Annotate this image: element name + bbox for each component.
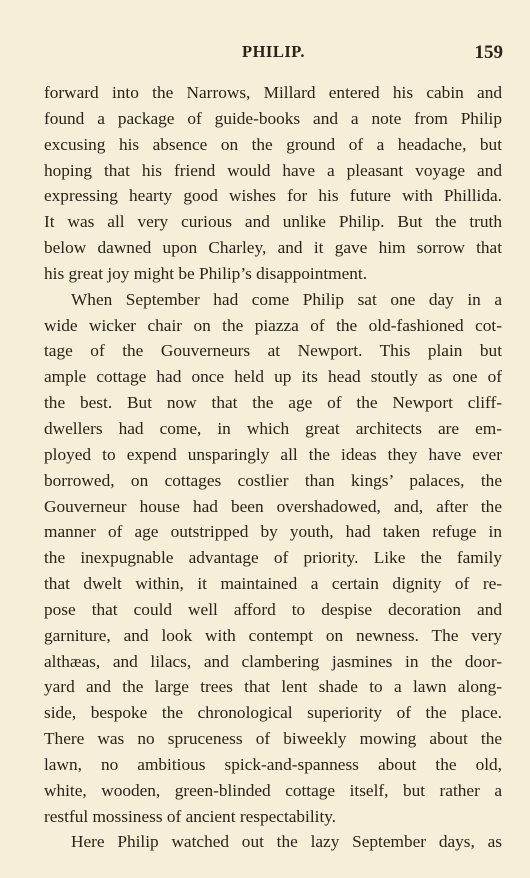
- text-line: When September had come Philip sat one day in a: [71, 289, 502, 309]
- page-number: 159: [474, 42, 503, 63]
- text-line: lawn, no ambitious spick-and-spanness about the old,: [44, 754, 502, 774]
- text-line: pose that could well afford to despise decoration and: [44, 599, 502, 619]
- text-line: ample cottage had once held up its head stoutly as one of: [44, 367, 502, 387]
- text-line: ployed to expend unsparingly all the ideas they have ever: [44, 444, 502, 464]
- text-line: There was no spruceness of biweekly mowing about the: [44, 729, 502, 749]
- text-line: found a package of guide-books and a note from Philip: [44, 108, 502, 128]
- text-line: borrowed, on cottages costlier than kings’ palaces, the: [44, 470, 502, 490]
- text-line: It was all very curious and unlike Philip. But the truth: [44, 212, 502, 232]
- text-line: white, wooden, green-blinded cottage itself, but rather a: [44, 780, 502, 800]
- text-line: yard and the large trees that lent shade to a lawn along-: [44, 677, 502, 697]
- text-line: dwellers had come, in which great architects are em-: [44, 418, 502, 438]
- text-line: garniture, and look with contempt on newness. The very: [44, 625, 502, 645]
- text-line: below dawned upon Charley, and it gave him sorrow that: [44, 238, 502, 258]
- text-line: restful mossiness of ancient respectability.: [44, 806, 337, 826]
- text-line: tage of the Gouverneurs at Newport. This plain but: [44, 341, 502, 361]
- text-line: excusing his absence on the ground of a headache, but: [44, 134, 502, 154]
- running-head: PHILIP.: [242, 42, 305, 61]
- text-line: the inexpugnable advantage of priority. Like the family: [44, 548, 502, 568]
- text-line: expressing hearty good wishes for his future with Phillida.: [44, 186, 502, 206]
- text-line: the best. But now that the age of the Newport cliff-: [44, 393, 502, 413]
- text-line: hoping that his friend would have a pleasant voyage and: [44, 160, 502, 180]
- text-line: wide wicker chair on the piazza of the old-fashioned cot-: [44, 315, 502, 335]
- text-line: manner of age outstripped by youth, had taken refuge in: [44, 522, 502, 542]
- text-line: Gouverneur house had been overshadowed, and, after the: [44, 496, 502, 516]
- text-line: althæas, and lilacs, and clambering jasmines in the door-: [44, 651, 502, 671]
- text-line: side, bespoke the chronological superiority of the place.: [44, 703, 502, 723]
- text-line: that dwelt within, it maintained a certain dignity of re-: [44, 574, 502, 594]
- page-header: [44, 42, 503, 68]
- text-line: his great joy might be Philip’s disappointment.: [44, 263, 368, 283]
- text-line: forward into the Narrows, Millard entered his cabin and: [44, 83, 502, 102]
- body-text: [44, 80, 502, 855]
- text-line: Here Philip watched out the lazy September days, as: [71, 832, 502, 852]
